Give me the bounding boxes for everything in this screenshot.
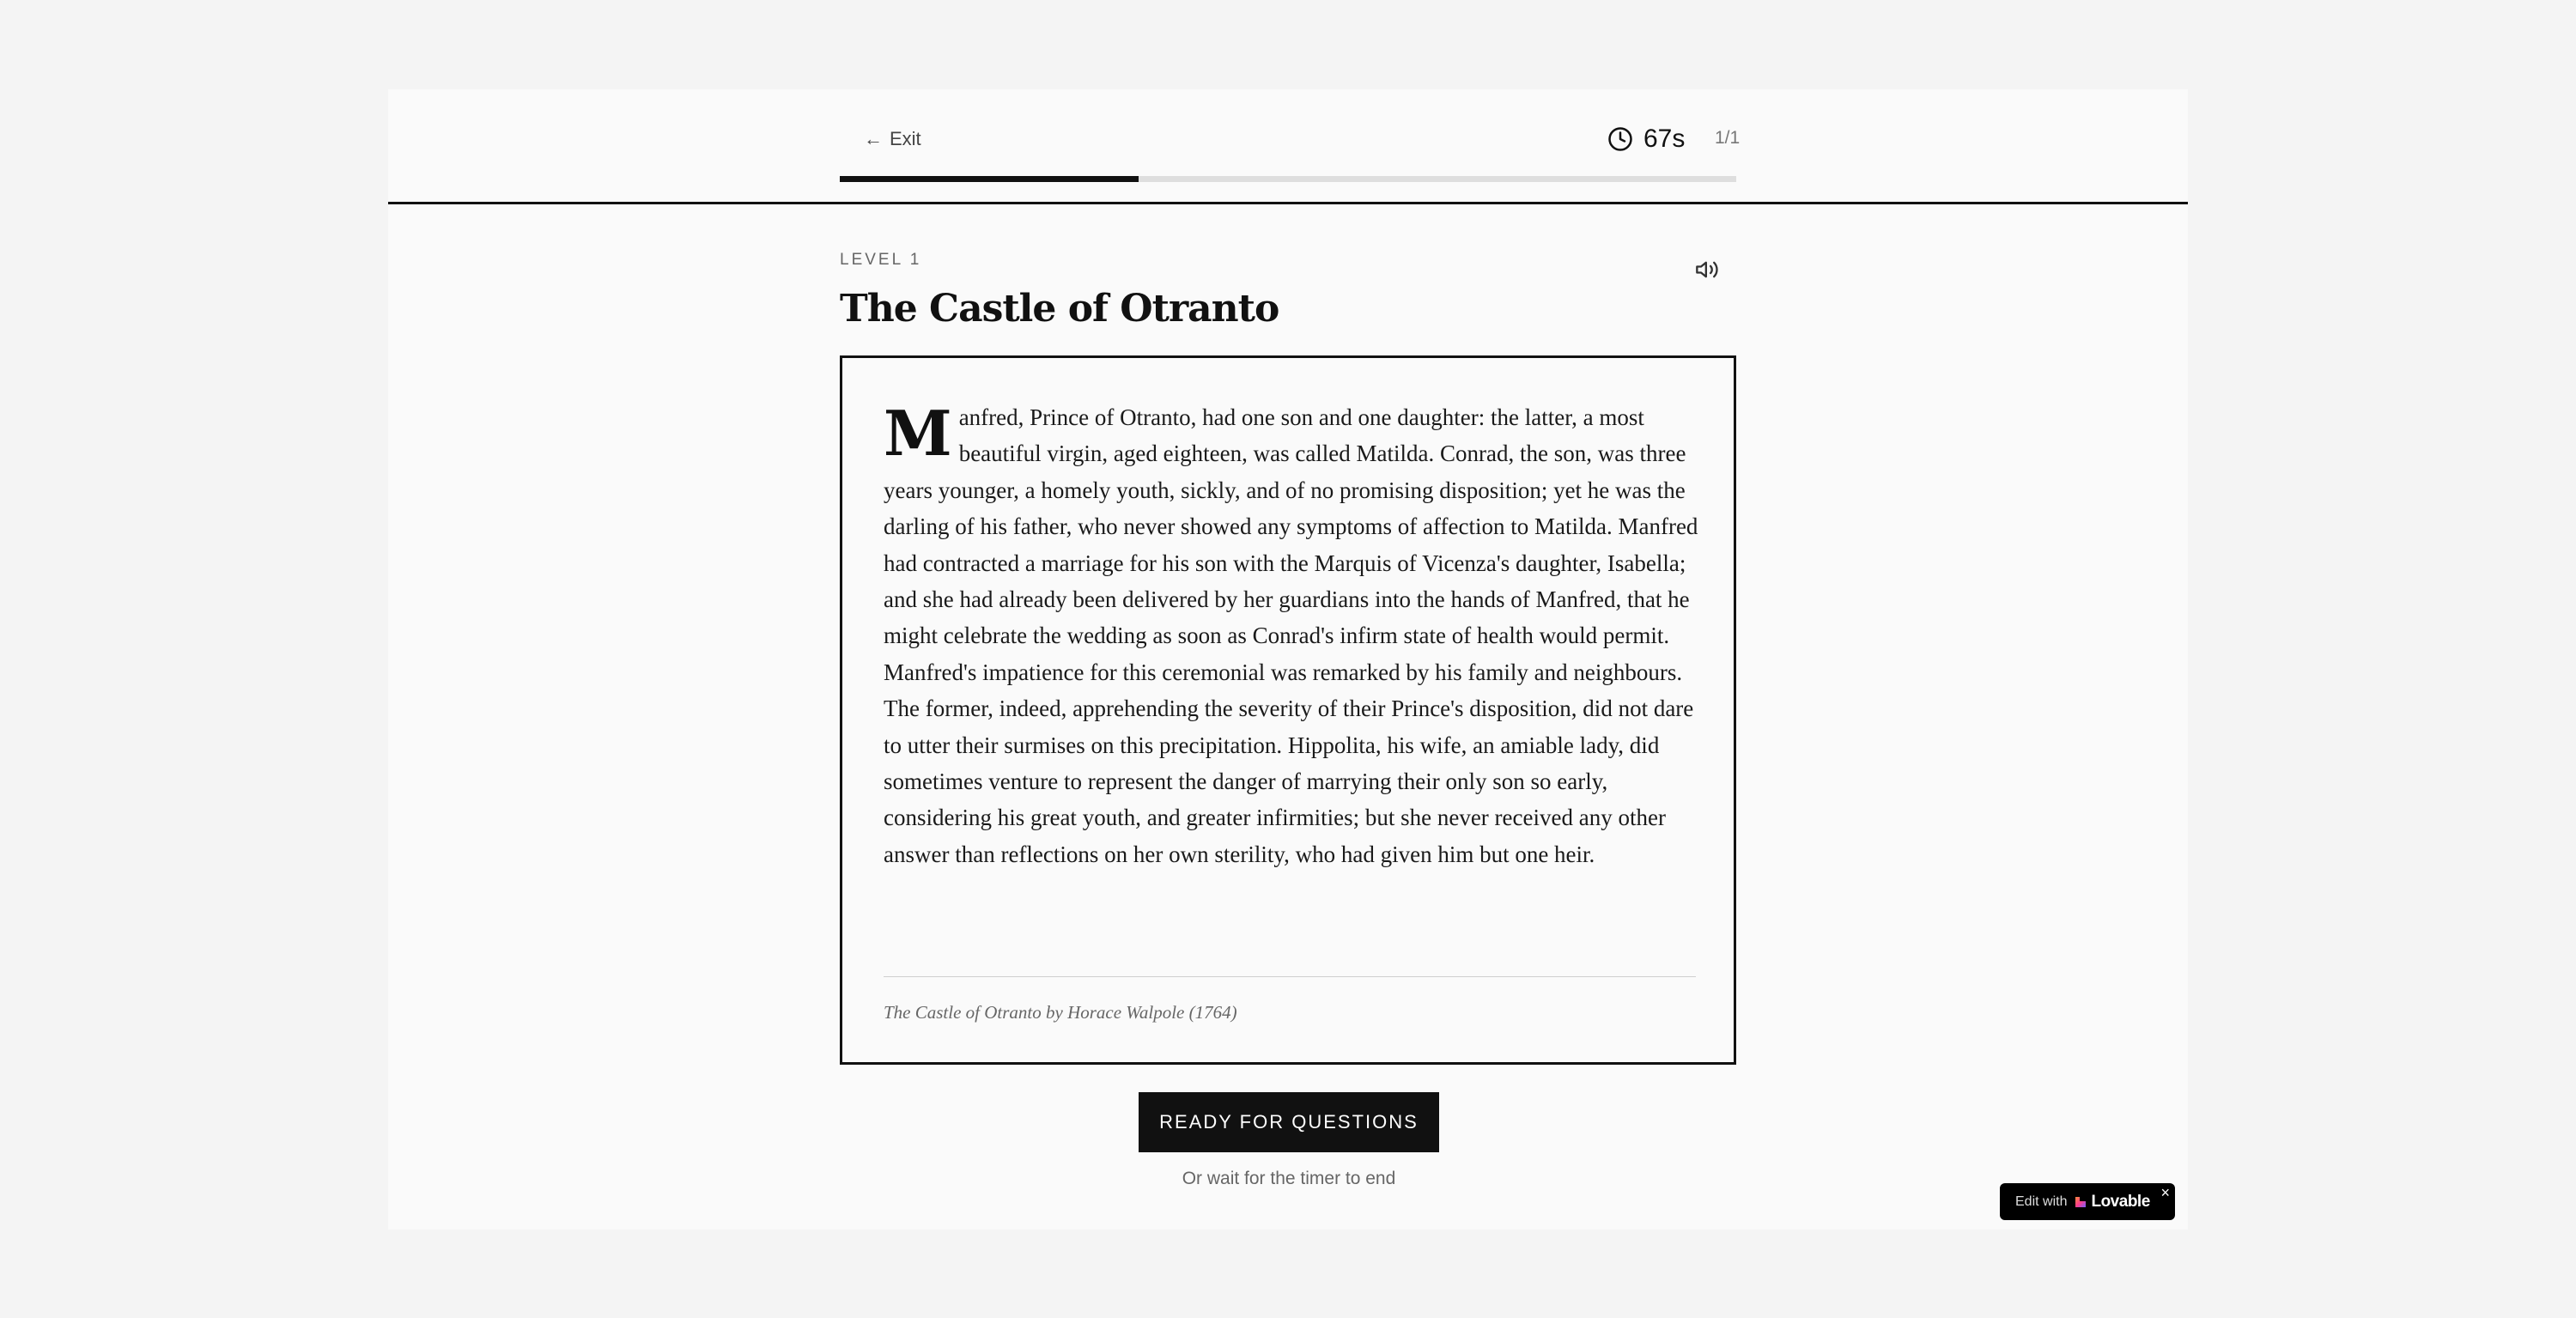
lovable-heart-icon	[2074, 1195, 2087, 1209]
passage-text	[884, 399, 1699, 872]
passage-body: anfred, Prince of Otranto, had one son and one daughter: the latter, a most beautiful virgin, aged eighteen, was called Matilda. Conrad, the son, was three years younger, a homely youth, sickly, and of no promising disposition; yet he was the darling of his father, who never showed any symptoms of affection to Matilda. Manfred had contracted a marriage for his son with the Marquis of Vicenza's daughter, Isabella; and she had already been delivered by her guardians into the hands of Manfred, that he might celebrate the wedding as soon as Conrad's infirm state of health would permit. Manfred's impatience for this ceremonial was remarked by his family and neighbours. The former, indeed, apprehending the severity of their Prince's disposition, did not dare to utter their surmises on this precipitation. Hippolita, his wife, an amiable lady, did sometimes venture to represent the danger of marrying their only son so early, considering his great youth, and greater infirmities; but she never received any other answer than reflections on her own sterility, who had given him but one heir.	[884, 404, 1698, 867]
edit-with-label: Edit with	[2015, 1193, 2068, 1209]
wait-note: Or wait for the timer to end	[1182, 1169, 1396, 1188]
timer-value: 67s	[1643, 125, 1686, 153]
drop-cap: M	[884, 397, 952, 470]
header	[388, 89, 2188, 204]
arrow-left-icon: ←	[864, 128, 883, 149]
close-icon[interactable]: ×	[2160, 1184, 2170, 1201]
passage-counter: 1/1	[1715, 128, 1741, 148]
passage-card	[840, 355, 1736, 1065]
ready-for-questions-button[interactable]: READY FOR QUESTIONS	[1139, 1092, 1439, 1152]
level-label: LEVEL 1	[840, 251, 922, 269]
progress-bar	[840, 176, 1736, 182]
divider	[884, 976, 1696, 977]
page-title: The Castle of Otranto	[840, 287, 1279, 331]
reading-app	[388, 89, 2188, 1230]
exit-label: Exit	[890, 128, 921, 149]
edit-with-lovable-badge[interactable]	[2000, 1183, 2175, 1220]
speaker-icon[interactable]	[1695, 258, 1719, 282]
citation: The Castle of Otranto by Horace Walpole (1764)	[884, 1002, 1237, 1023]
progress-fill	[840, 176, 1139, 182]
timer	[1607, 118, 1685, 161]
exit-button[interactable]	[864, 122, 921, 156]
lovable-brand: Lovable	[2091, 1192, 2150, 1211]
clock-icon	[1607, 126, 1633, 152]
